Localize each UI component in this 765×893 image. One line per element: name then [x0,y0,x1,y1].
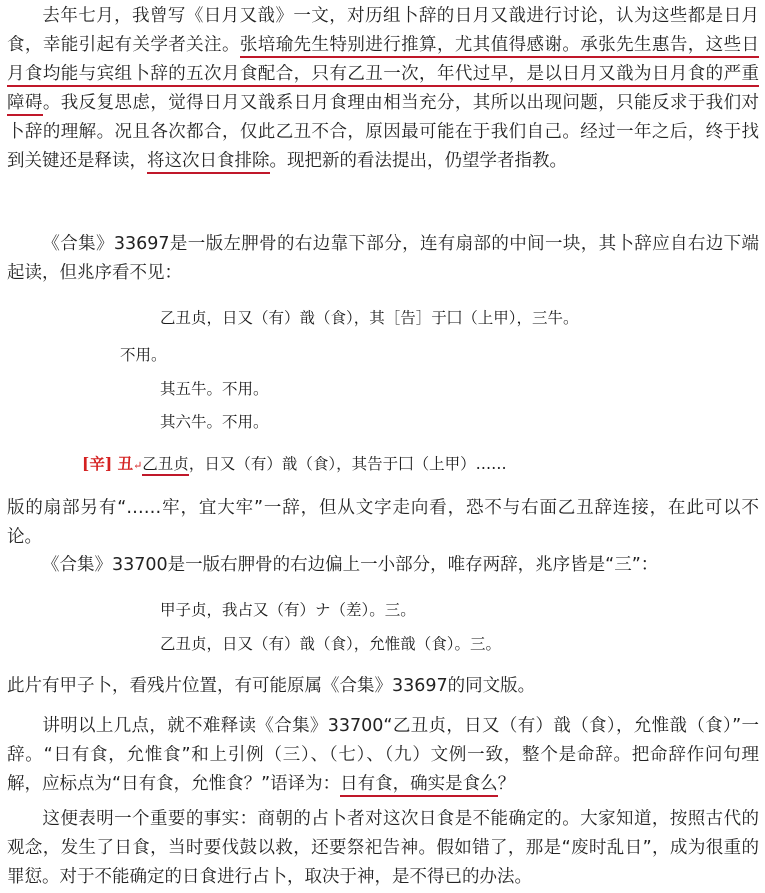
inscription2-line-1: 甲子贞，我占又（有）ナ（差）。三。 [160,601,416,619]
interpretation-text-2: ？ [497,774,516,794]
paragraph-mark-icon: ↵ [133,459,143,472]
intro-text-1: 去年七月，我曾写《日月又戠》一文，对历组卜辞的日月又戠进行讨论，认为这些都是日月食，幸能引起有关学者关注。 [7,6,759,55]
intro-text-2: 。我反复思虑，觉得日月又戠系日月食理由相当充分，其所以出现问题，只能反求于我们对卜辞的理解。况且各次都合，仅此乙丑不合，原因最可能在于我们自己。经过一年之后，终于找到关键还是释读， [7,93,760,171]
underlined-yichou: 乙丑贞 [142,455,189,476]
inscription-line-4: 其六牛。不用。 [160,413,269,431]
inscription-line-2: 不用。 [120,346,167,364]
paragraph-heji-33697 [0,230,765,288]
conclusion-text: 这便表明一个重要的事实：商朝的占卜者对这次日食是不能确定的。大家知道，按照古代的观念，发生了日食，当时要伐鼓以救，还要祭祀告神。假如错了，那是“废时乱日”，成为很重的罪愆。对于不能确定的日食进行占卜，取决于神，是不得已的办法。 [7,809,759,887]
intro-text-3: 。现把新的看法提出，仍望学者指教。 [269,151,567,171]
underlined-zhang-note: 张培瑜先生特别进行推算，尤其值得感谢。承张先生惠告，这些日月食均能与宾组卜辞的五次月食配合，只有乙丑一次，年代过早，是以日月又戠为日月食的严重障碍 [7,35,759,116]
inscription2-line-2: 乙丑贞，日又（有）戠（食），允惟戠（食）。三。 [160,635,502,653]
fan-part-text: 版的扇部另有“……牢，宜大牢”一辞，但从文字走向看，恐不与右面乙丑辞连接，在此可以不论。 [7,498,759,547]
paragraph-conclusion [0,805,765,892]
heji-33700-text: 《合集》33700是一版右胛骨的右边偏上一小部分，唯存两辞，兆序皆是“三”： [42,555,659,575]
underlined-translation: 日有食，确实是食么 [340,774,498,797]
paragraph-interpretation [0,712,765,799]
same-text-text: 此片有甲子卜，看残片位置，有可能原属《合集》33697的同文版。 [7,676,536,696]
inscription-line-1: 乙丑贞，日又（有）戠（食），其［告］于囗（上甲），三牛。 [160,309,579,327]
inscription-line-5-rest: ，日又（有）戠（食），其告于囗（上甲）…… [188,455,507,473]
paragraph-fan-part [0,494,765,552]
paragraph-heji-33700 [0,551,765,580]
paragraph-intro [0,2,765,176]
paragraph-same-text [0,672,765,701]
restored-date-label: [辛] 丑 [82,454,134,473]
inscription-line-5 [82,452,507,474]
heji-33697-text: 《合集》33697是一版左胛骨的右边靠下部分，连有扇部的中间一块，其卜辞应自右边下端起读，但兆序看不见： [7,234,759,283]
inscription-line-3: 其五牛。不用。 [160,380,269,398]
underlined-eclipse-exclusion: 将这次日食排除 [147,151,270,174]
interpretation-text-1: 讲明以上几点，就不难释读《合集》33700“乙丑贞，日又（有）戠（食），允惟戠（食）”一辞。“日有食，允惟食”和上引例（三）、（七）、（九）文例一致，整个是命辞。把命辞作问句理解，应标点为“日有食，允惟食？”语译为： [7,716,759,794]
